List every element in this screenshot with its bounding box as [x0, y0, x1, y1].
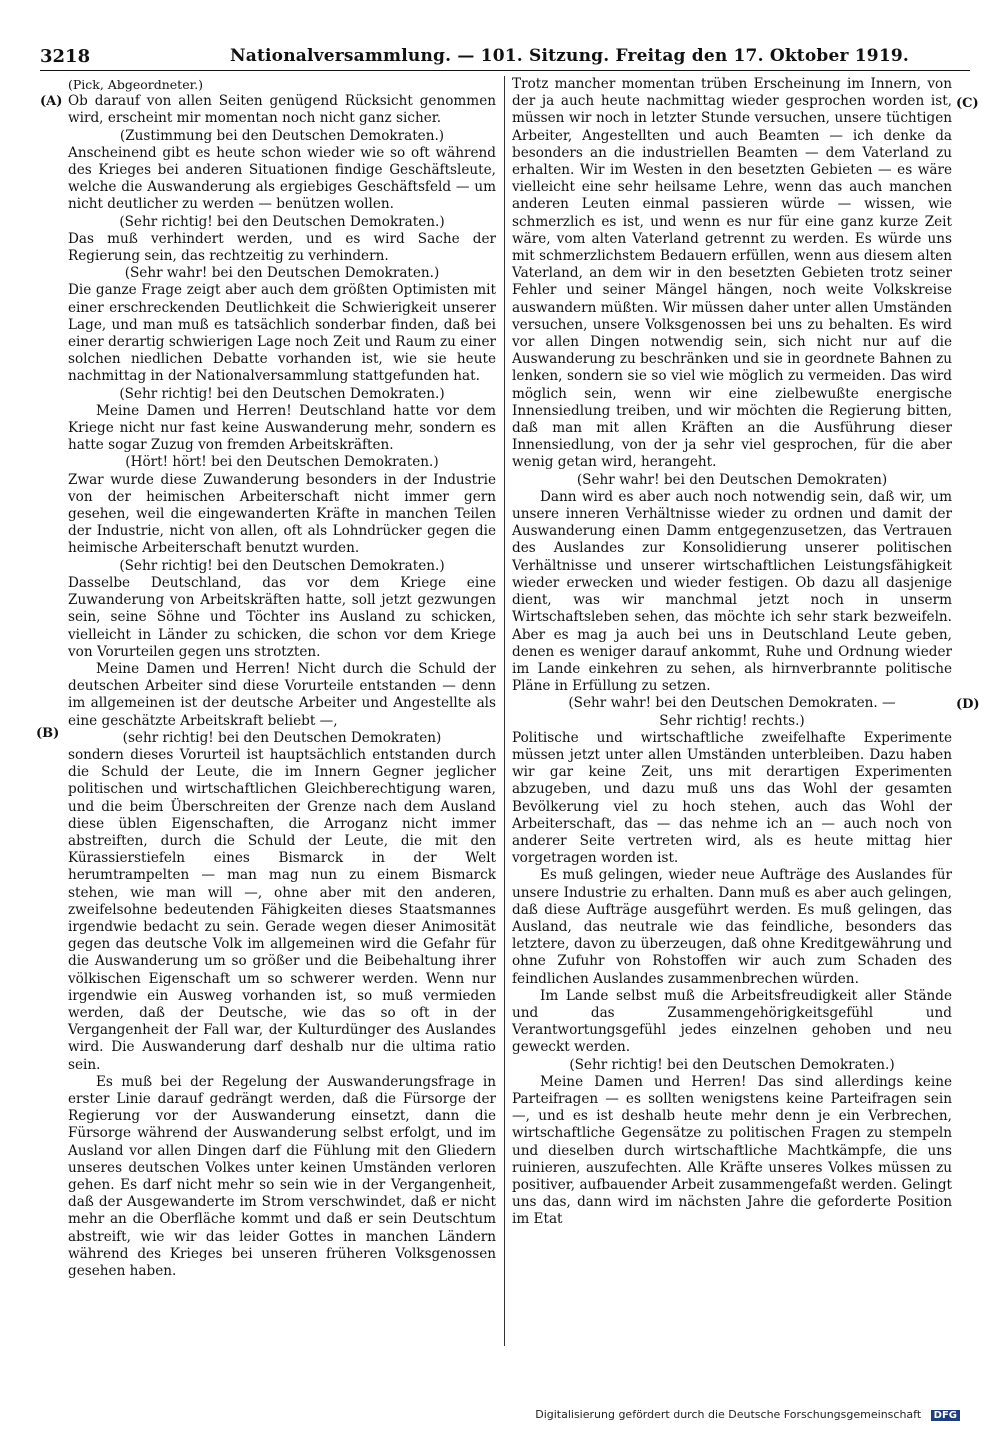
- interjection: (Sehr richtig! bei den Deutschen Demokraten.): [119, 557, 445, 574]
- left-column: [68, 76, 496, 1280]
- interjection: (Sehr wahr! bei den Deutschen Demokraten): [576, 471, 888, 488]
- running-head: Nationalversammlung. — 101. Sitzung. Freitag den 17. Oktober 1919.: [230, 46, 910, 66]
- paragraph: Das muß verhindert werden, und es wird Sache der Regierung sein, das rechtzeitig zu verhindern.: [68, 230, 496, 265]
- paragraph: Meine Damen und Herren! Das sind allerdings keine Parteifragen — es sollten wenigstens keine Parteifragen sein —, und es ist deshalb heute mehr denn je ein Verbrechen, wirtschaftliche Gegensätze zu politischen Fragen zu stempeln und dieselben durch wirtschaftliche Machtkämpfe, die uns ruinieren, auszufechten. Alle Kräfte unseres Volkes müssen zu positiver, aufbauender Arbeit zusammengefaßt werden. Gelingt uns das, dann wird im nächsten Jahre die geforderte Position im Etat: [512, 1073, 952, 1228]
- footer-text: Digitalisierung gefördert durch die Deutsche Forschungsgemeinschaft: [535, 1408, 922, 1421]
- paragraph: Dann wird es aber auch noch notwendig sein, daß wir, um unsere inneren Verhältnisse wieder zu ordnen und damit der Auswanderung einen Damm entgegenzusetzen, das Vertrauen des Auslandes zur Konsolidierung unserer politischen Verhältnisse und unserer wirtschaftlichen Leistungsfähigkeit wieder erwecken und wieder festigen. Ob dazu all dasjenige dient, was wir manchmal jetzt noch in unserm Wirtschaftsleben sehen, das möchte ich sehr stark bezweifeln. Aber es mag ja auch bei uns in Deutschland Leute geben, denen es weniger darauf ankommt, Ruhe und Ordnung wieder im Lande einkehren zu sehen, als hirnverbrannte politische Pläne in Erfüllung zu setzen.: [512, 488, 952, 695]
- interjection: (Sehr richtig! bei den Deutschen Demokraten.): [119, 213, 445, 230]
- footer-credit: [535, 1408, 960, 1421]
- interjection: (Sehr richtig! bei den Deutschen Demokraten.): [569, 1056, 895, 1073]
- margin-mark-d: (D): [956, 697, 980, 712]
- page-header: [40, 46, 970, 71]
- paragraph: Es muß bei der Regelung der Auswanderungsfrage in erster Linie darauf gedrängt werden, daß die Fürsorge der Regierung vor der Auswanderung einsetzt, dann die Fürsorge während der Auswanderung selbst erfolgt, und im Ausland vor allen Dingen darf die Fühlung mit den Gliedern unseres deutschen Volkes unter keinen Umständen verloren gehen. Es darf nicht mehr so sein wie in der Vergangenheit, daß der Ausgewanderte im Strom verschwindet, daß er nicht mehr an die Oberfläche kommt und daß er sein Deutschtum abstreift, wie wir das leider Gottes in manchen Ländern während des Krieges bei unseren früheren Volksgenossen gesehen haben.: [68, 1073, 496, 1280]
- margin-mark-a: (A): [40, 94, 63, 109]
- paragraph: Meine Damen und Herren! Deutschland hatte vor dem Kriege nicht nur fast keine Auswanderung mehr, sondern es hatte sogar Zuzug von fremden Arbeitskräften.: [68, 402, 496, 454]
- paragraph: Im Lande selbst muß die Arbeitsfreudigkeit aller Stände und das Zusammengehörigkeitsgefühl und Verantwortungsgefühl jedes einzelnen gehoben und neu geweckt werden.: [512, 987, 952, 1056]
- paragraph: Ob darauf von allen Seiten genügend Rücksicht genommen wird, erscheint mir momentan noch nicht ganz sicher.: [68, 93, 496, 127]
- paragraph: Die ganze Frage zeigt aber auch dem größten Optimisten mit einer erschreckenden Deutlichkeit die Schwierigkeit unserer Lage, und man muß es tatsächlich sonderbar finden, daß bei einer derartig schwierigen Lage noch Zeit und Raum zu einer solchen niedlichen Debatte vorhanden ist, wie sie heute nachmittag in der Nationalversammlung stattgefunden hat.: [68, 282, 496, 385]
- dfg-logo: DFG: [931, 1410, 960, 1421]
- interjection: (Sehr wahr! bei den Deutschen Demokraten. —: [568, 695, 896, 712]
- paragraph: sondern dieses Vorurteil ist hauptsächlich entstanden durch die Schuld der Leute, die im Innern Gegner jeglicher politischen und wirtschaftlichen Gleichberechtigung waren, und die beim Überschreiten der Grenze nach dem Ausland diese üblen Eigenschaften, die Arroganz nicht immer abstreiften, durch die Schuld der Leute, die mit den Kürassierstiefeln eines Bismarck in der Welt herumtrampelten — man mag nun zu einem Bismarck stehen, wie man will —, ohne aber mit den anderen, zweifelsohne bedeutenden Fähigkeiten dieses Staatsmannes irgendwie bedacht zu sein. Gerade wegen dieser Animosität gegen das deutsche Volk im allgemeinen wird die Gefahr für die Auswanderung um so größer und die Beibehaltung ihrer völkischen Eigenschaft um so schwerer werden. Wenn nur irgendwie ein Ausweg vorhanden ist, so muß vermieden werden, daß der Deutsche, wie das so oft in der Vergangenheit der Fall war, der Kulturdünger des Auslandes wird. Die Auswanderung darf deshalb nur die ultima ratio sein.: [68, 746, 496, 1073]
- interjection: (Sehr wahr! bei den Deutschen Demokraten.): [124, 265, 440, 282]
- paragraph: Dasselbe Deutschland, das vor dem Kriege eine Zuwanderung von Arbeitskräften hatte, soll jetzt gezwungen sein, seine Söhne und Töchter ins Ausland zu schicken, vielleicht in Länder zu schicken, die schon vor dem Kriege von Vorurteilen gegen uns strotzten.: [68, 574, 496, 660]
- interjection: Sehr richtig! rechts.): [659, 712, 805, 729]
- right-column: [512, 76, 952, 1229]
- column-divider: [504, 76, 505, 1346]
- interjection: (Hört! hört! bei den Deutschen Demokraten.): [125, 454, 439, 471]
- interjection: (Sehr richtig! bei den Deutschen Demokraten.): [119, 385, 445, 402]
- paragraph: Meine Damen und Herren! Nicht durch die Schuld der deutschen Arbeiter sind diese Vorurteile entstanden — denn im allgemeinen ist der deutsche Arbeiter und Angestellte als eine geschätzte Arbeitskraft beliebt —,: [68, 660, 496, 729]
- paragraph: Es muß gelingen, wieder neue Aufträge des Auslandes für unsere Industrie zu erhalten. Dann muß es aber auch gelingen, daß diese Aufträge ausgeführt werden. Es muß gelingen, das Ausland, das neutrale wie das feindliche, besonders das letztere, davon zu überzeugen, daß ohne Kreditgewährung und ohne Zufuhr von Rohstoffen wir auch zum Schaden des feindlichen Auslandes zusammenbrechen würden.: [512, 867, 952, 987]
- interjection: (Zustimmung bei den Deutschen Demokraten.): [119, 127, 445, 144]
- paragraph: Trotz mancher momentan trüben Erscheinung im Innern, von der ja auch heute nachmittag wieder gesprochen worden ist, müssen wir noch in letzter Stunde versuchen, unsere tüchtigen Arbeiter, Angestellten und auch Beamten — ich denke da besonders an die industriellen Beamten — dem Vaterland zu erhalten. Wir im Westen in den besetzten Gebieten — es wäre vielleicht eine sehr heilsame Lehre, wenn das auch manchen anderen Leuten einmal passieren würde — wissen, wie schmerzlich es ist, und wenn es nur für eine ganz kurze Zeit wäre, vom alten Vaterland getrennt zu werden. Es würde uns mit schmerzlichstem Bedauern erfüllen, wenn aus diesem alten Vaterland, an dem wir in den besetzten Gebieten trotz seiner Fehler und seiner Mängel hängen, noch weite Volkskreise auswandern müßten. Wir müssen daher unter allen Umständen versuchen, unsere Volksgenossen bei uns zu behalten. Es wird vor allen Dingen notwendig sein, sich nicht nur auf die Auswanderung zu beschränken und sie in geordnete Bahnen zu lenken, sondern sie so viel wie möglich zu vermeiden. Das wird möglich sein, wenn wir eine zielbewußte energische Innensiedlung treiben, und wir möchten die Regierung bitten, daß man mit allen Kräften an die Ausführung dieser Innensiedlung, von der ja sehr viel gesprochen, für die aber wenig getan wird, herangeht.: [512, 76, 952, 471]
- paragraph: Anscheinend gibt es heute schon wieder wie so oft während des Krieges bei anderen Situationen findige Geschäftsleute, welche die Auswanderung als ergiebiges Geschäftsfeld — um nicht deutlicher zu werden — benützen wollen.: [68, 144, 496, 213]
- margin-mark-b: (B): [36, 726, 60, 741]
- paragraph: Zwar wurde diese Zuwanderung besonders in der Industrie von der heimischen Arbeiterschaft nicht immer gern gesehen, weil die eingewanderten Kräfte in manchen Teilen der Industrie, nicht von allen, oft als Lohndrücker gegen die heimische Arbeiterschaft benutzt wurden.: [68, 471, 496, 557]
- interjection: (sehr richtig! bei den Deutschen Demokraten): [122, 729, 442, 746]
- speaker-label: (Pick, Abgeordneter.): [68, 77, 204, 92]
- margin-mark-c: (C): [956, 96, 979, 111]
- page-number: 3218: [40, 46, 91, 67]
- paragraph: Politische und wirtschaftliche zweifelhafte Experimente müssen jetzt unter allen Umständen unterbleiben. Dazu haben wir gar keine Zeit, uns mit derartigen Experimenten abzugeben, und dazu muß uns das Wohl der gesamten Bevölkerung viel zu hoch stehen, auch das Wohl der Arbeiterschaft, das — das nehme ich an — auch noch von anderer Seite vertreten wird, als es heute mittag hier vorgetragen worden ist.: [512, 729, 952, 867]
